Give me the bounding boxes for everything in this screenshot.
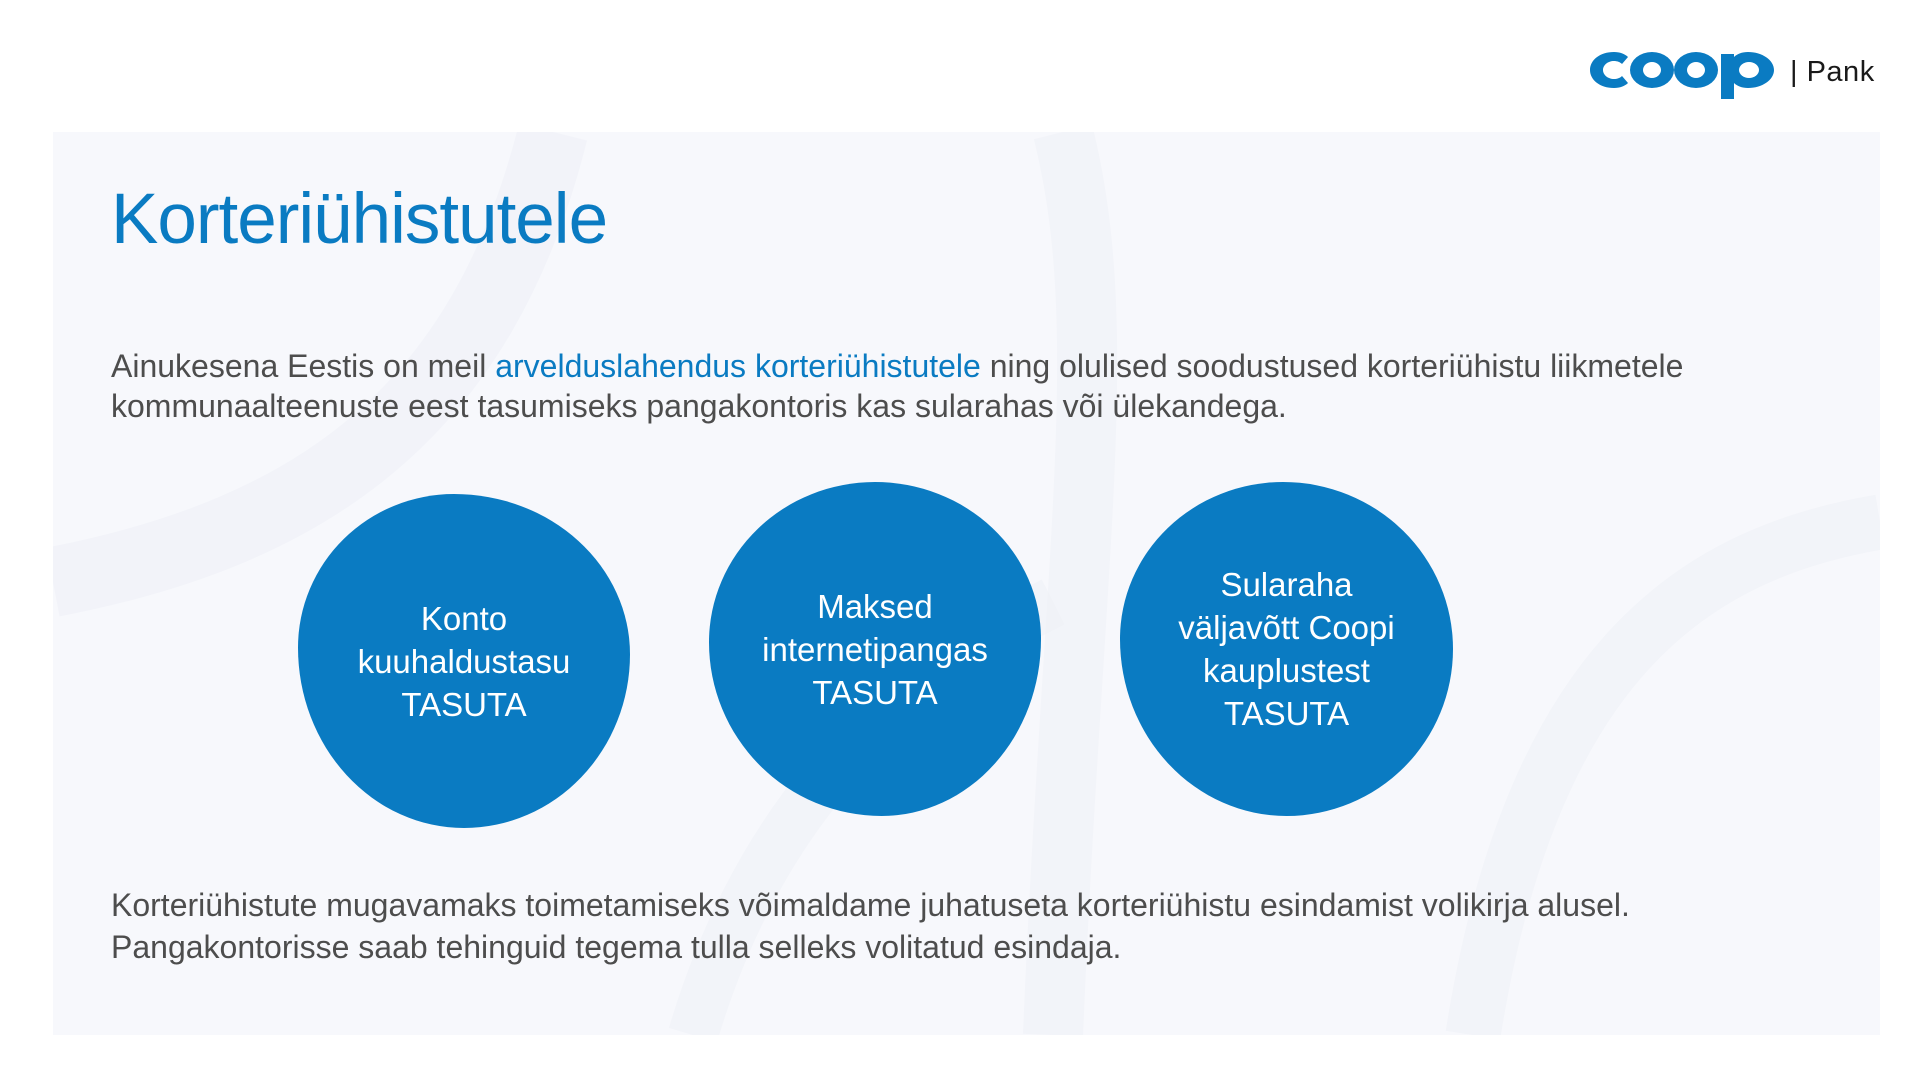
benefit-line: kuuhaldustasu <box>357 642 571 680</box>
benefit-line: Maksed <box>817 587 933 625</box>
intro-text-end: ning olulised soodustused korteriühistu liikmetele kommunaalteenuste eest tasumiseks pangakontoris kas sularahas või ülekandega. <box>111 348 1684 424</box>
intro-paragraph <box>111 346 1811 426</box>
benefit-line: TASUTA <box>401 685 527 723</box>
benefit-line: kauplustest <box>1203 652 1370 689</box>
intro-highlight-link[interactable]: arvelduslahendus korteriühistutele <box>495 348 981 384</box>
benefit-circle-cash-withdrawal <box>1120 482 1453 816</box>
coop-pank-logo <box>1588 42 1875 102</box>
outro-paragraph: Korteriühistute mugavamaks toimetamiseks võimaldame juhatuseta korteriühistu esindamist volikirja alusel. Pangakontorisse saab tehinguid tegema tulla selleks volitatud esindaja. <box>111 887 1630 965</box>
benefit-line: Konto <box>420 599 508 637</box>
benefit-line: TASUTA <box>812 673 938 711</box>
page-title: Korteriühistutele <box>111 180 608 259</box>
intro-text-start: Ainukesena Eestis on meil <box>111 348 496 384</box>
benefit-line: TASUTA <box>1223 695 1350 732</box>
benefit-line: internetipangas <box>762 630 988 668</box>
pank-label: | Pank <box>1790 55 1875 88</box>
benefit-line: väljavõtt Coopi <box>1178 609 1395 646</box>
benefit-line: Sularaha <box>1220 566 1353 603</box>
coop-logo-icon <box>1588 44 1780 100</box>
content-panel <box>53 132 1880 1035</box>
